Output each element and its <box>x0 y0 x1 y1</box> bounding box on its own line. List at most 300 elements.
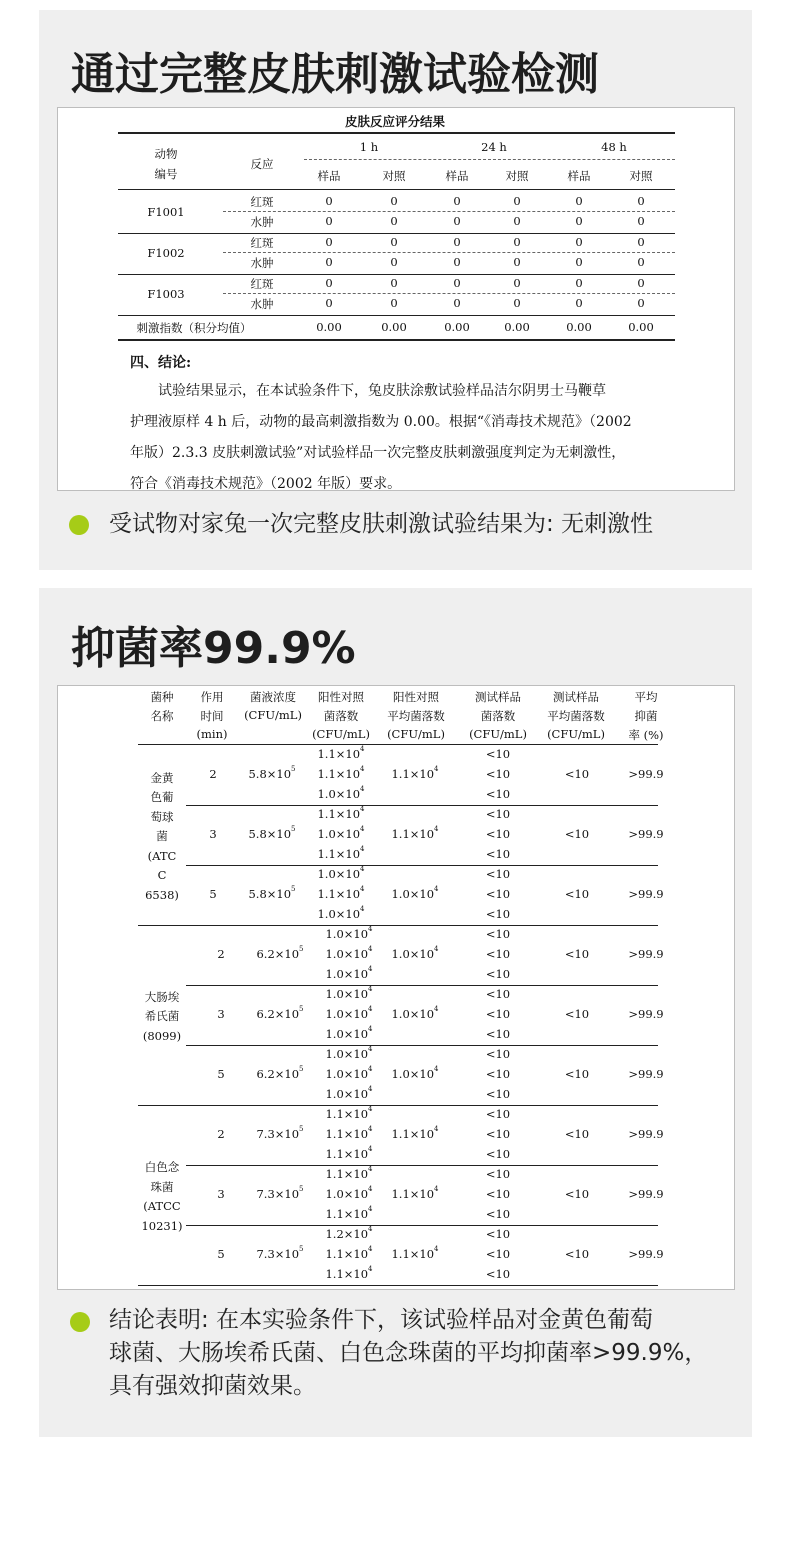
inhibition-rate: >99.9 <box>628 827 664 841</box>
table-rule <box>304 159 675 160</box>
value-exponent: 4 <box>360 825 365 833</box>
test-average: <10 <box>564 1007 590 1021</box>
value-mantissa: 1.1×10 <box>317 847 361 861</box>
value-mantissa: 1.0×10 <box>325 987 369 1001</box>
reaction-name: 红斑 <box>250 277 274 291</box>
score-cell: 0 <box>513 255 521 269</box>
positive-count <box>325 1047 372 1061</box>
score-cell: 0 <box>637 235 645 249</box>
value-exponent: 5 <box>299 1245 304 1253</box>
conclusion-line: 年版）2.3.3 皮肤刺激试验”对试验样品一次完整皮肤刺激强度判定为无刺激性， <box>130 445 626 461</box>
score-cell: 0 <box>325 296 333 310</box>
test-count: <10 <box>485 1047 511 1061</box>
column-header: 平均菌落数 <box>387 709 445 723</box>
value-exponent: 5 <box>299 1065 304 1073</box>
value-mantissa: 5.8×10 <box>248 767 292 781</box>
index-label: 刺激指数（积分均值） <box>136 321 252 335</box>
value-mantissa: 1.0×10 <box>317 907 361 921</box>
value-exponent: 4 <box>368 1185 373 1193</box>
value-exponent: 5 <box>299 1005 304 1013</box>
value-exponent: 4 <box>434 1065 439 1073</box>
index-cell: 0.00 <box>504 320 530 334</box>
header-time: 1 h <box>359 140 379 154</box>
inhibition-rate: >99.9 <box>628 767 664 781</box>
test-count: <10 <box>485 1087 511 1101</box>
column-header: 菌落数 <box>480 709 516 723</box>
reaction-name: 红斑 <box>250 236 274 250</box>
test-count: <10 <box>485 1027 511 1041</box>
value-mantissa: 1.0×10 <box>325 1087 369 1101</box>
value-mantissa: 6.2×10 <box>256 947 300 961</box>
positive-average <box>391 947 438 961</box>
strain-name <box>141 1158 182 1236</box>
value-mantissa: 1.0×10 <box>317 787 361 801</box>
score-cell: 0 <box>390 194 398 208</box>
value-exponent: 4 <box>360 785 365 793</box>
time-cell: 5 <box>209 887 217 901</box>
test-count: <10 <box>485 787 511 801</box>
value-exponent: 4 <box>368 1025 373 1033</box>
positive-count <box>317 847 364 861</box>
animal-id: F1002 <box>147 246 185 260</box>
concentration <box>256 947 303 961</box>
header-sub: 样品 <box>445 169 469 183</box>
value-mantissa: 1.1×10 <box>317 747 361 761</box>
value-mantissa: 1.0×10 <box>325 947 369 961</box>
value-mantissa: 1.1×10 <box>325 1247 369 1261</box>
time-cell: 3 <box>209 827 217 841</box>
test-count: <10 <box>485 987 511 1001</box>
value-mantissa: 6.2×10 <box>256 1067 300 1081</box>
time-cell: 5 <box>217 1247 225 1261</box>
bullet-dot <box>70 1312 90 1332</box>
test-count: <10 <box>485 747 511 761</box>
value-mantissa: 1.1×10 <box>317 807 361 821</box>
value-exponent: 4 <box>368 965 373 973</box>
strain-name-line: 菌 <box>156 829 168 844</box>
table-rule <box>118 274 675 275</box>
score-cell: 0 <box>453 255 461 269</box>
time-cell: 3 <box>217 1007 225 1021</box>
score-cell: 0 <box>390 296 398 310</box>
positive-count <box>325 927 372 941</box>
score-cell: 0 <box>575 194 583 208</box>
value-exponent: 5 <box>291 885 296 893</box>
value-exponent: 4 <box>434 1245 439 1253</box>
strain-name-line: 大肠埃 <box>144 989 180 1004</box>
value-mantissa: 1.1×10 <box>325 1267 369 1281</box>
value-mantissa: 1.1×10 <box>325 1167 369 1181</box>
table-rule <box>186 865 658 866</box>
table-rule <box>138 1285 658 1286</box>
score-cell: 0 <box>453 296 461 310</box>
inhibition-rate: >99.9 <box>628 887 664 901</box>
score-cell: 0 <box>637 276 645 290</box>
positive-count <box>317 867 364 881</box>
value-exponent: 4 <box>434 1005 439 1013</box>
concentration <box>256 1007 303 1021</box>
table-rule <box>138 925 658 926</box>
strain-name-line: 10231) <box>141 1218 183 1233</box>
antibacterial-card <box>39 588 752 1437</box>
test-average: <10 <box>564 887 590 901</box>
value-exponent: 4 <box>434 765 439 773</box>
table-rule <box>223 293 675 294</box>
score-cell: 0 <box>390 276 398 290</box>
value-exponent: 5 <box>299 945 304 953</box>
note-line: 球菌、大肠埃希氏菌、白色念珠菌的平均抑菌率>99.9%， <box>109 1340 708 1366</box>
score-cell: 0 <box>575 296 583 310</box>
bullet-dot <box>69 515 89 535</box>
score-cell: 0 <box>637 214 645 228</box>
positive-count <box>325 1187 372 1201</box>
score-cell: 0 <box>637 296 645 310</box>
score-cell: 0 <box>325 255 333 269</box>
value-exponent: 5 <box>291 825 296 833</box>
header-reaction: 反应 <box>250 157 274 171</box>
header-sub: 样品 <box>317 169 341 183</box>
column-header: 名称 <box>150 709 174 723</box>
column-header: 测试样品 <box>475 690 521 704</box>
value-mantissa: 1.0×10 <box>391 947 435 961</box>
value-mantissa: 1.1×10 <box>391 1127 435 1141</box>
value-exponent: 4 <box>368 1085 373 1093</box>
test-count: <10 <box>485 1207 511 1221</box>
value-exponent: 4 <box>368 1005 373 1013</box>
table-rule <box>223 211 675 212</box>
table-rule <box>186 1225 658 1226</box>
strain-name-line: 6538) <box>145 887 179 902</box>
score-cell: 0 <box>513 276 521 290</box>
strain-name-line: (8099) <box>142 1028 182 1043</box>
positive-count <box>325 1107 372 1121</box>
index-cell: 0.00 <box>381 320 407 334</box>
column-header: 作用 <box>200 690 224 704</box>
test-count: <10 <box>485 1007 511 1021</box>
table-rule <box>223 252 675 253</box>
strain-name-line: 萄球 <box>150 809 174 824</box>
reaction-name: 水肿 <box>250 256 274 270</box>
test-count: <10 <box>485 1127 511 1141</box>
score-cell: 0 <box>453 194 461 208</box>
test-average: <10 <box>564 767 590 781</box>
value-mantissa: 1.1×10 <box>391 827 435 841</box>
value-mantissa: 7.3×10 <box>256 1187 300 1201</box>
value-exponent: 4 <box>368 1165 373 1173</box>
positive-count <box>325 1007 372 1021</box>
score-cell: 0 <box>637 194 645 208</box>
value-exponent: 4 <box>368 1245 373 1253</box>
positive-count <box>317 887 364 901</box>
value-exponent: 4 <box>368 1225 373 1233</box>
score-cell: 0 <box>390 235 398 249</box>
score-cell: 0 <box>513 194 521 208</box>
positive-average <box>391 887 438 901</box>
value-mantissa: 1.1×10 <box>391 1187 435 1201</box>
score-cell: 0 <box>390 214 398 228</box>
concentration <box>248 767 295 781</box>
positive-average <box>391 1247 438 1261</box>
test-count: <10 <box>485 847 511 861</box>
concentration <box>248 887 295 901</box>
inhibition-rate: >99.9 <box>628 1247 664 1261</box>
test-count: <10 <box>485 1147 511 1161</box>
column-header: (CFU/mL) <box>547 727 605 741</box>
strain-name <box>143 988 181 1047</box>
table-rule <box>138 744 658 745</box>
positive-count <box>317 767 364 781</box>
score-cell: 0 <box>513 235 521 249</box>
test-count: <10 <box>485 827 511 841</box>
positive-count <box>317 747 364 761</box>
value-mantissa: 7.3×10 <box>256 1247 300 1261</box>
value-mantissa: 1.0×10 <box>325 1007 369 1021</box>
table-title: 皮肤反应评分结果 <box>344 114 446 129</box>
animal-id: F1001 <box>147 205 185 219</box>
test-count: <10 <box>485 867 511 881</box>
value-exponent: 4 <box>434 1125 439 1133</box>
animal-id: F1003 <box>147 287 185 301</box>
positive-count <box>317 807 364 821</box>
index-cell: 0.00 <box>628 320 654 334</box>
positive-count <box>317 827 364 841</box>
positive-count <box>325 1247 372 1261</box>
time-cell: 5 <box>217 1067 225 1081</box>
strain-name-line: 白色念 <box>144 1160 180 1174</box>
test-count: <10 <box>485 1247 511 1261</box>
time-cell: 2 <box>217 947 225 961</box>
conclusion-line: 护理液原样 4 h 后，动物的最高刺激指数为 0.00。根据“《消毒技术规范》（2002 <box>130 414 632 430</box>
score-cell: 0 <box>325 276 333 290</box>
value-exponent: 4 <box>434 1185 439 1193</box>
column-header: (CFU/mL) <box>387 727 445 741</box>
reaction-name: 水肿 <box>250 215 274 229</box>
value-exponent: 4 <box>360 805 365 813</box>
value-exponent: 4 <box>434 825 439 833</box>
score-cell: 0 <box>390 255 398 269</box>
column-header: 时间 <box>200 709 224 723</box>
score-cell: 0 <box>637 255 645 269</box>
section-title: 抑菌率99.9% <box>71 623 356 674</box>
test-count: <10 <box>485 907 511 921</box>
score-cell: 0 <box>453 276 461 290</box>
concentration <box>256 1067 303 1081</box>
value-exponent: 4 <box>368 1105 373 1113</box>
test-count: <10 <box>485 1107 511 1121</box>
positive-average <box>391 1007 438 1021</box>
test-average: <10 <box>564 1067 590 1081</box>
strain-name <box>145 769 179 906</box>
concentration <box>248 827 295 841</box>
index-cell: 0.00 <box>566 320 592 334</box>
table-rule <box>118 233 675 234</box>
test-count: <10 <box>485 1267 511 1281</box>
test-count: <10 <box>485 947 511 961</box>
antibacterial-note <box>109 1304 707 1403</box>
score-cell: 0 <box>513 214 521 228</box>
skin-test-note: 受试物对家兔一次完整皮肤刺激试验结果为: 无刺激性 <box>109 511 654 537</box>
value-exponent: 4 <box>360 885 365 893</box>
header-time: 48 h <box>601 140 627 154</box>
note-line: 结论表明: 在本实验条件下，该试验样品对金黄色葡萄 <box>109 1307 654 1333</box>
value-mantissa: 1.0×10 <box>325 1027 369 1041</box>
value-mantissa: 1.1×10 <box>391 1247 435 1261</box>
value-mantissa: 1.0×10 <box>325 1187 369 1201</box>
score-cell: 0 <box>575 235 583 249</box>
strain-name-line: C <box>157 868 167 883</box>
score-cell: 0 <box>513 296 521 310</box>
positive-count <box>325 987 372 1001</box>
concentration <box>256 1187 303 1201</box>
table-rule <box>186 985 658 986</box>
positive-average <box>391 827 438 841</box>
value-mantissa: 1.0×10 <box>391 1067 435 1081</box>
inhibition-rate: >99.9 <box>628 1007 664 1021</box>
test-count: <10 <box>485 967 511 981</box>
value-mantissa: 1.1×10 <box>317 767 361 781</box>
table-rule <box>118 132 675 134</box>
column-header: 平均 <box>634 690 658 704</box>
value-mantissa: 1.0×10 <box>317 867 361 881</box>
value-mantissa: 1.2×10 <box>325 1227 369 1241</box>
time-cell: 3 <box>217 1187 225 1201</box>
score-cell: 0 <box>453 214 461 228</box>
score-cell: 0 <box>575 214 583 228</box>
positive-average <box>391 1187 438 1201</box>
test-count: <10 <box>485 1187 511 1201</box>
column-header: 平均菌落数 <box>547 709 605 723</box>
test-average: <10 <box>564 827 590 841</box>
test-count: <10 <box>485 1167 511 1181</box>
value-exponent: 4 <box>368 985 373 993</box>
positive-count <box>317 907 364 921</box>
value-exponent: 4 <box>360 865 365 873</box>
table-rule <box>186 1045 658 1046</box>
value-mantissa: 6.2×10 <box>256 1007 300 1021</box>
score-cell: 0 <box>325 214 333 228</box>
value-mantissa: 7.3×10 <box>256 1127 300 1141</box>
value-mantissa: 1.1×10 <box>391 767 435 781</box>
conclusion-heading: 四、结论: <box>130 355 192 371</box>
score-cell: 0 <box>325 235 333 249</box>
index-cell: 0.00 <box>316 320 342 334</box>
column-header: 菌种 <box>150 690 174 704</box>
header-sub: 对照 <box>505 169 529 183</box>
table-rule <box>118 189 675 190</box>
positive-count <box>325 947 372 961</box>
value-exponent: 5 <box>299 1185 304 1193</box>
value-exponent: 4 <box>368 1265 373 1273</box>
score-cell: 0 <box>575 255 583 269</box>
value-exponent: 5 <box>291 765 296 773</box>
table-rule <box>186 1165 658 1166</box>
column-header: 阳性对照 <box>318 690 364 704</box>
test-average: <10 <box>564 1127 590 1141</box>
table-rule <box>186 805 658 806</box>
value-mantissa: 1.1×10 <box>325 1147 369 1161</box>
conclusion-line: 符合《消毒技术规范》（2002 年版）要求。 <box>130 476 402 492</box>
concentration <box>256 1247 303 1261</box>
column-header: (CFU/mL) <box>312 727 370 741</box>
header-sub: 样品 <box>567 169 591 183</box>
index-cell: 0.00 <box>444 320 470 334</box>
positive-count <box>325 1167 372 1181</box>
column-header: 抑菌 <box>634 709 658 723</box>
section-title: 通过完整皮肤刺激试验检测 <box>71 49 599 100</box>
value-exponent: 4 <box>360 745 365 753</box>
header-sub: 对照 <box>629 169 653 183</box>
value-exponent: 4 <box>360 905 365 913</box>
column-header: 菌液浓度 <box>250 690 296 704</box>
score-cell: 0 <box>325 194 333 208</box>
test-count: <10 <box>485 887 511 901</box>
value-mantissa: 1.0×10 <box>325 1067 369 1081</box>
positive-count <box>325 1147 372 1161</box>
strain-name-line: 珠菌 <box>150 1179 174 1194</box>
value-mantissa: 1.0×10 <box>317 827 361 841</box>
value-mantissa: 1.0×10 <box>391 1007 435 1021</box>
value-mantissa: 1.0×10 <box>325 1047 369 1061</box>
value-exponent: 4 <box>434 885 439 893</box>
header-animal: 编号 <box>154 167 178 181</box>
concentration <box>256 1127 303 1141</box>
header-sub: 对照 <box>382 169 406 183</box>
value-exponent: 5 <box>299 1125 304 1133</box>
column-header: 率 (%) <box>628 728 664 742</box>
column-header: 菌落数 <box>323 709 359 723</box>
positive-count <box>325 1227 372 1241</box>
score-cell: 0 <box>575 276 583 290</box>
value-exponent: 4 <box>360 765 365 773</box>
positive-average <box>391 767 438 781</box>
positive-count <box>325 1207 372 1221</box>
test-count: <10 <box>485 1227 511 1241</box>
positive-count <box>325 1067 372 1081</box>
value-mantissa: 1.1×10 <box>325 1207 369 1221</box>
positive-count <box>325 1027 372 1041</box>
table-rule <box>118 339 675 341</box>
value-mantissa: 1.1×10 <box>317 887 361 901</box>
positive-count <box>317 787 364 801</box>
test-average: <10 <box>564 947 590 961</box>
strain-name-line: (ATCC <box>143 1199 181 1213</box>
table-rule <box>138 1105 658 1106</box>
score-cell: 0 <box>453 235 461 249</box>
inhibition-rate: >99.9 <box>628 1187 664 1201</box>
column-header: (CFU/mL) <box>244 708 302 722</box>
column-header: 测试样品 <box>553 690 599 704</box>
value-mantissa: 1.0×10 <box>325 927 369 941</box>
header-animal: 动物 <box>154 147 178 161</box>
value-exponent: 4 <box>368 1125 373 1133</box>
value-exponent: 4 <box>434 945 439 953</box>
inhibition-rate: >99.9 <box>628 947 664 961</box>
test-count: <10 <box>485 1067 511 1081</box>
value-mantissa: 5.8×10 <box>248 827 292 841</box>
value-exponent: 4 <box>368 945 373 953</box>
positive-count <box>325 967 372 981</box>
note-line: 具有强效抑菌效果。 <box>109 1373 316 1399</box>
column-header: (min) <box>196 727 228 741</box>
conclusion-line: 试验结果显示，在本试验条件下，兔皮肤涂敷试验样品洁尔阴男士马鞭草 <box>158 383 606 399</box>
strain-name-line: 金黄 <box>150 770 174 785</box>
value-exponent: 4 <box>368 925 373 933</box>
positive-count <box>325 1087 372 1101</box>
value-mantissa: 1.0×10 <box>325 967 369 981</box>
reaction-name: 红斑 <box>250 195 274 209</box>
value-exponent: 4 <box>360 845 365 853</box>
strain-name-line: 希氏菌 <box>144 1009 180 1024</box>
